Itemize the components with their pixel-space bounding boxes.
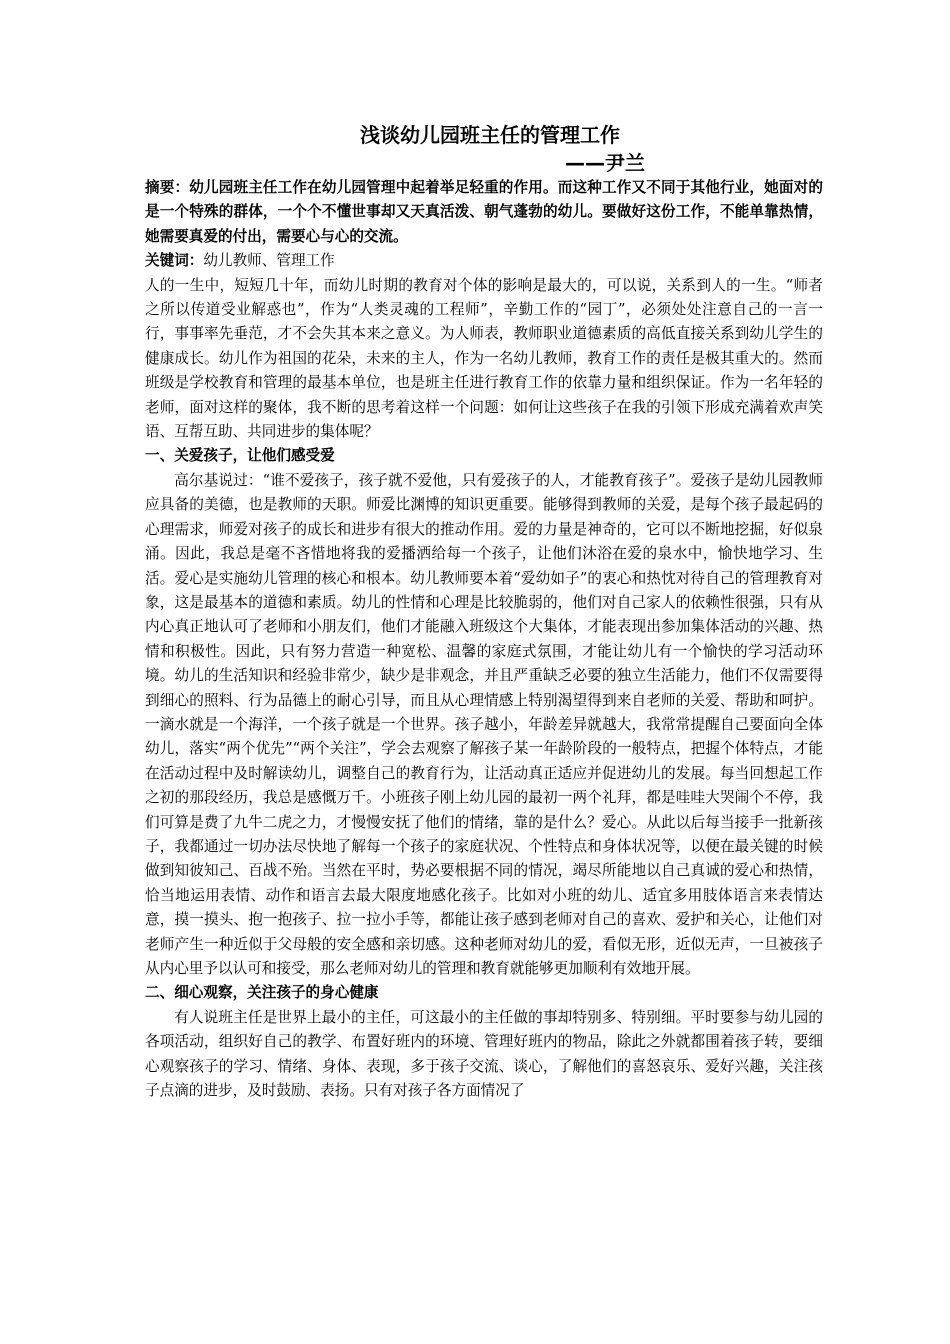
keywords-text: 幼儿教师、管理工作 bbox=[203, 252, 335, 270]
section-2-paragraph: 有人说班主任是世界上最小的主任，可这最小的主任做的事却特别多、特别细。平时要参与幼儿园的各项活动，组织好自己的教学、布置好班内的环境、管理好班内的物品，除此之外就都围着孩子转，要细心观察孩子的学习、情绪、身体、表现，多于孩子交流、谈心，了解他们的喜怒哀乐、爱好兴趣，关注孩子点滴的进步，及时鼓励、表扬。只有对孩子各方面情况了 bbox=[145, 1008, 823, 1100]
intro-paragraph: 人的一生中，短短几十年，而幼儿时期的教育对个体的影响是最大的，可以说，关系到人的一生。“师者之所以传道受业解惑也”，作为“人类灵魂的工程师”，辛勤工作的“园丁”，必须处处注意自己的一言一行，事事率先垂范，才不会失其本来之意义。为人师表，教师职业道德素质的高低直接关系到幼儿学生的健康成长。幼儿作为祖国的花朵，未来的主人，作为一名幼儿教师，教育工作的责任是极其重大的。然而班级是学校教育和管理的最基本单位，也是班主任进行教育工作的依靠力量和组织保证。作为一名年轻的老师，面对这样的聚体，我不断的思考着这样一个问题：如何让这些孩子在我的引领下形成充满着欢声笑语、互帮互助、共同进步的集体呢？ bbox=[145, 276, 823, 441]
keywords-label: 关键词： bbox=[145, 252, 204, 270]
document-page bbox=[145, 120, 823, 1103]
section-2-heading: 二、细心观察，关注孩子的身心健康 bbox=[145, 984, 379, 1002]
document-title: 浅谈幼儿园班主任的管理工作 bbox=[360, 123, 620, 147]
section-1-heading: 一、关爱孩子，让他们感受爱 bbox=[145, 447, 335, 465]
abstract-paragraph: 摘要：幼儿园班主任工作在幼儿园管理中起着举足轻重的作用。而这种工作又不同于其他行业，她面对的是一个特殊的群体，一个个不懂世事却又天真活泼、朝气蓬勃的幼儿。要做好这份工作，不能单靠热情，她需要真爱的付出，需要心与心的交流。 bbox=[145, 179, 823, 245]
section-1-paragraph: 高尔基说过：“谁不爱孩子，孩子就不爱他，只有爱孩子的人，才能教育孩子”。爱孩子是幼儿园教师应具备的美德，也是教师的天职。师爱比渊博的知识更重要。能够得到教师的关爱，是每个孩子最起码的心理需求，师爱对孩子的成长和进步有很大的推动作用。爱的力量是神奇的，它可以不断地挖掘，好似泉涌。因此，我总是毫不吝惜地将我的爱播洒给每一个孩子，让他们沐浴在爱的泉水中，愉快地学习、生活。爱心是实施幼儿管理的核心和根本。幼儿教师要本着“爱幼如子”的衷心和热忱对待自己的管理教育对象，这是最基本的道德和素质。幼儿的性情和心理是比较脆弱的，他们对自己家人的依赖性很强，只有从内心真正地认可了老师和小朋友们，他们才能融入班级这个大集体，才能表现出参加集体活动的兴趣、热情和积极性。因此，只有努力营造一种宽松、温馨的家庭式氛围，才能让幼儿有一个愉快的学习活动环境。幼儿的生活知识和经验非常少，缺少是非观念，并且严重缺乏必要的独立生活能力，他们不仅需要得到细心的照料、行为品德上的耐心引导，而且从心理情感上特别渴望得到来自老师的关爱、帮助和呵护。一滴水就是一个海洋，一个孩子就是一个世界。孩子越小，年龄差异就越大，我常常提醒自己要面向全体幼儿，落实“两个优先”“两个关注”，学会去观察了解孩子某一年龄阶段的一般特点，把握个体特点，才能在活动过程中及时解读幼儿，调整自己的教育行为，让活动真正适应并促进幼儿的发展。每当回想起工作之初的那段经历，我总是感慨万千。小班孩子刚上幼儿园的最初一两个礼拜，都是哇哇大哭闹个不停，我们可算是费了九牛二虎之力，才慢慢安抚了他们的情绪，靠的是什么？爱心。从此以后每当接手一批新孩子，我都通过一切办法尽快地了解每一个孩子的家庭状况、个性特点和身体状况等，以便在最关键的时候做到知彼知己、百战不殆。当然在平时，势必要根据不同的情况，竭尽所能地以自己真诚的爱心和热情，恰当地运用表情、动作和语言去最大限度地感化孩子。比如对小班的幼儿、适宜多用肢体语言来表情达意，摸一摸头、抱一抱孩子、拉一拉小手等，都能让孩子感到老师对自己的喜欢、爱护和关心，让他们对老师产生一种近似于父母般的安全感和亲切感。这种老师对幼儿的爱，看似无形，近似无声，一旦被孩子从内心里予以认可和接受，那么老师对幼儿的管理和教育就能够更加顺利有效地开展。 bbox=[145, 471, 823, 977]
keywords-line bbox=[145, 249, 823, 273]
document-author: ——尹兰 bbox=[565, 151, 645, 175]
